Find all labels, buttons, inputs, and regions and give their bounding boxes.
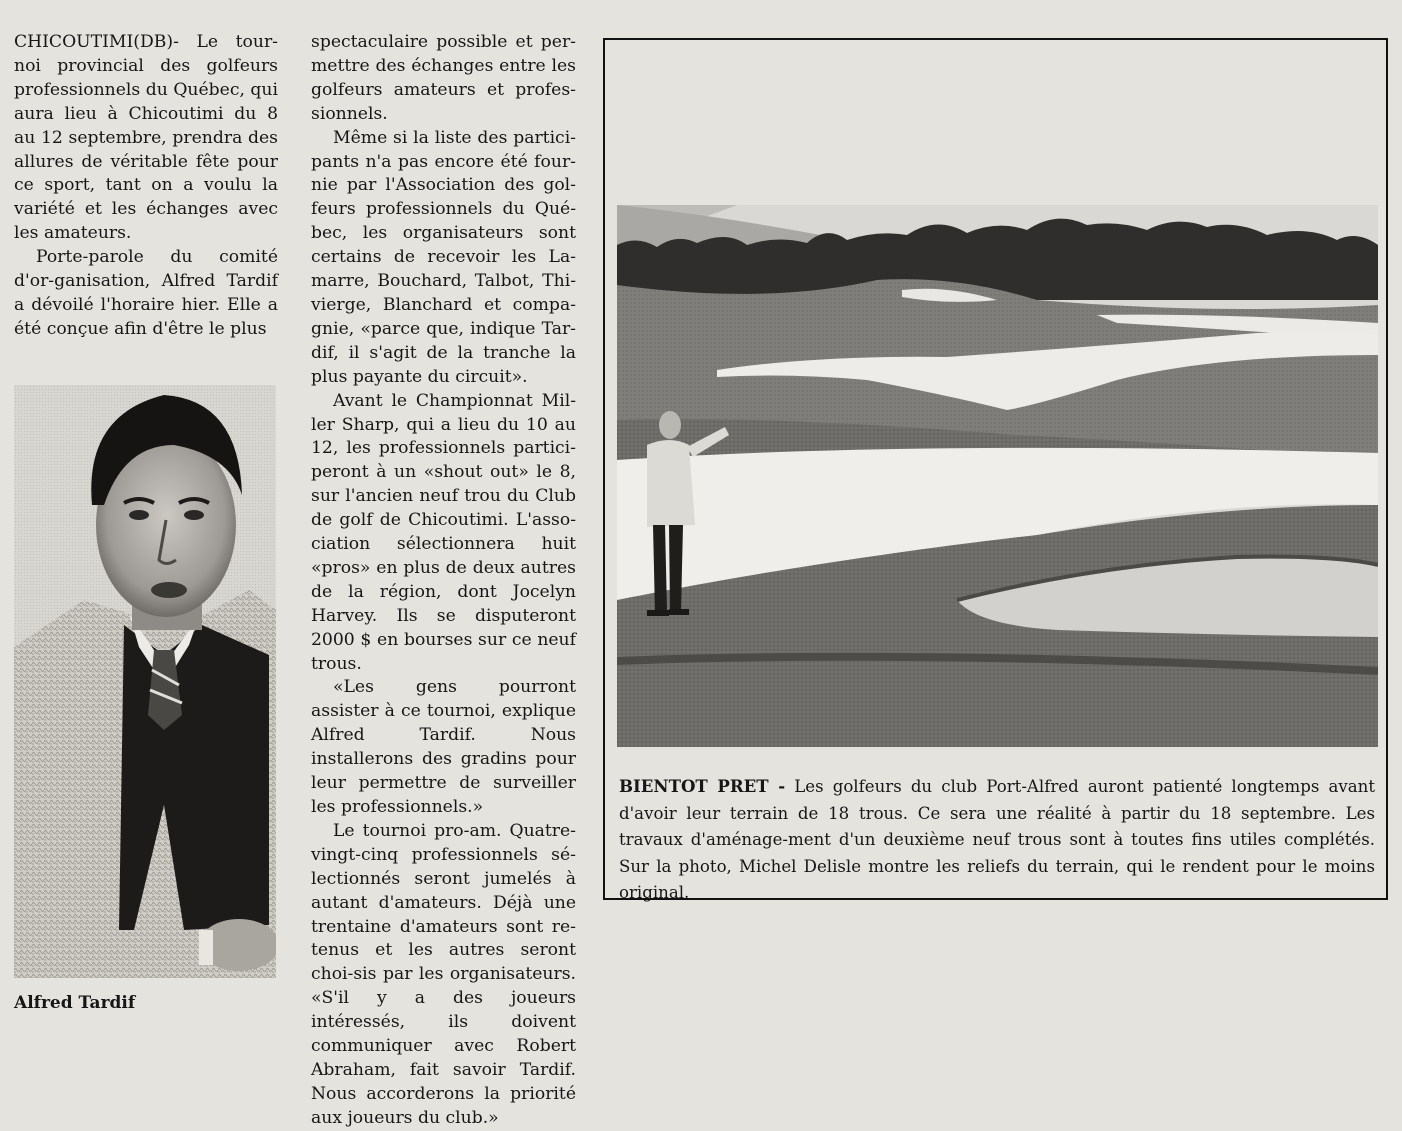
caption-lead: BIENTOT PRET - [619, 776, 786, 796]
portrait-caption: Alfred Tardif [14, 993, 136, 1013]
portrait-photo [14, 385, 276, 978]
golf-course-photo [617, 205, 1378, 747]
photo-caption [619, 773, 1375, 907]
photo-box [603, 38, 1388, 900]
article-paragraph: Même si la liste des partici-pants n'a pas encore été four-nie par l'Association des gol-feurs professionnels du Qué-bec, les organisateurs sont certains de recevoir les La-marre, Bouchard, Talbot, Thi-vierge, Blanchard et compa-gnie, «parce que, indique Tar-dif, il s'agit de la tranche la plus payante du circuit». [311, 127, 576, 387]
article-paragraph: Porte-parole du comité d'or-ganisation, Alfred Tardif a dévoilé l'horaire hier. Elle a été conçue afin d'être le plus [14, 247, 278, 339]
article-paragraph: «Les gens pourront assister à ce tournoi, explique Alfred Tardif. Nous installerons des gradins pour leur permettre de surveiller les professionnels.» [311, 677, 576, 817]
caption-text: Les golfeurs du club Port-Alfred auront patienté longtemps avant d'avoir leur terrain de 18 trous. Ce sera une réalité à partir du 18 septembre. Les travaux d'aménage-ment d'un deuxième neuf trous sont à toutes fins utiles complétés. Sur la photo, Michel Delisle montre les reliefs du terrain, qui le rendent pour le moins original. [619, 777, 1375, 902]
article-column-2 [311, 31, 576, 1131]
article-paragraph: CHICOUTIMI(DB)- Le tour-noi provincial des golfeurs professionnels du Québec, qui aura lieu à Chicoutimi du 8 au 12 septembre, prendra des allures de véritable fête pour ce sport, tant on a voulu la variété et les échanges avec les amateurs. [14, 32, 278, 244]
article-paragraph: Le tournoi pro-am. Quatre-vingt-cinq professionnels sé-lectionnés seront jumelés à autant d'amateurs. Déjà une trentaine d'amateurs sont re-tenus et les autres seront choi-sis par les organisateurs. «S'il y a des joueurs intéressés, ils doivent communiquer avec Robert Abraham, fait savoir Tardif. Nous accorderons la priorité aux joueurs du club.» [311, 820, 576, 1128]
article-paragraph: Avant le Championnat Mil-ler Sharp, qui a lieu du 10 au 12, les professionnels partici-peront à un «shout out» le 8, sur l'ancien neuf trou du Club de golf de Chicoutimi. L'asso-ciation sélectionnera huit «pros» en plus de deux autres de la région, dont Jocelyn Harvey. Ils se disputeront 2000 $ en bourses sur ce neuf trous. [311, 390, 576, 674]
article-paragraph: spectaculaire possible et per-mettre des échanges entre les golfeurs amateurs et profes-sionnels. [311, 32, 576, 124]
article-column-1 [14, 31, 278, 342]
man-portrait-icon [14, 385, 276, 978]
golf-course-icon [617, 205, 1378, 747]
